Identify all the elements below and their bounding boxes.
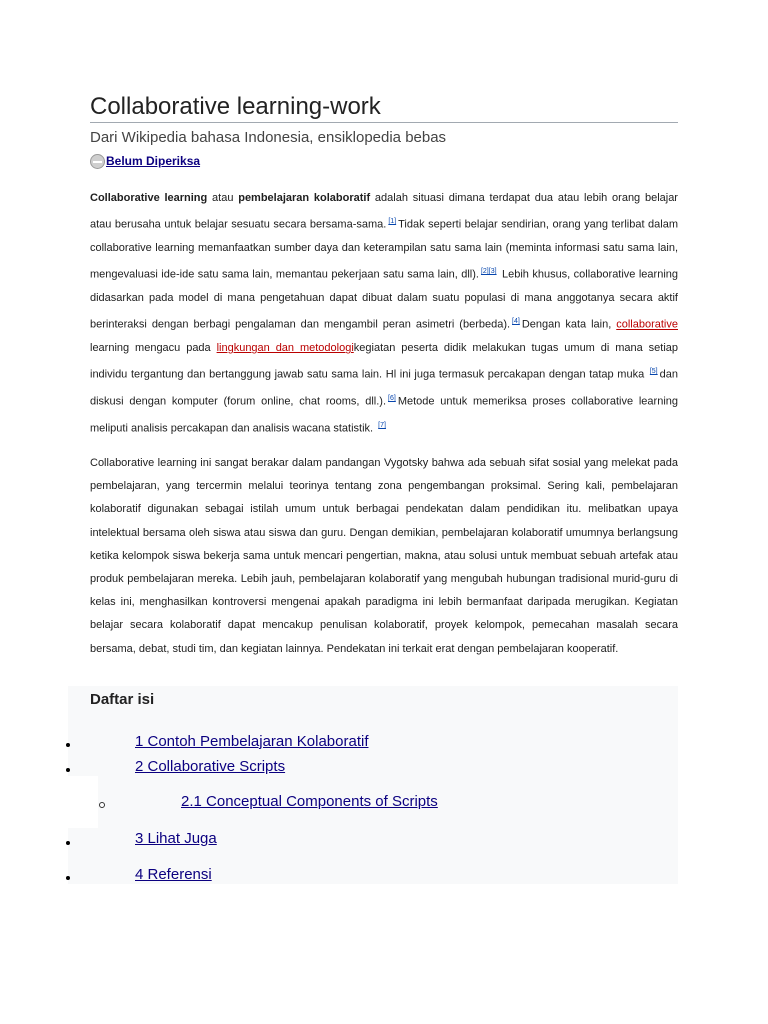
intro-paragraph (90, 187, 678, 441)
table-of-contents (68, 686, 678, 884)
toc-item-referensi[interactable]: 4 Referensi (135, 866, 212, 883)
text-span: dan diskusi dengan komputer (forum online, chat rooms, dll.). (90, 369, 678, 408)
citation-link[interactable]: [1] (388, 218, 397, 226)
citation-link[interactable]: [5] (649, 368, 658, 376)
page-subtitle: Dari Wikipedia bahasa Indonesia, ensiklopedia bebas (90, 129, 447, 146)
review-status-link[interactable]: Belum Diperiksa (106, 154, 201, 168)
text-span: Dengan kata lain, (521, 318, 617, 331)
text-span: Metode untuk memeriksa proses collaborative learning meliputi analisis percakapan dan analisis wacana statistik. (90, 395, 678, 435)
toc-item-contoh[interactable]: 1 Contoh Pembelajaran Kolaboratif (135, 733, 369, 750)
vygotsky-paragraph: Collaborative learning ini sangat berakar dalam pandangan Vygotsky bahwa ada sebuah sifat sosial yang melekat pada pembelajaran, yang tercermin melalui teorinya tentang zona pengembangan proksimal. Sering kali, pembelajaran kolaboratif digunakan sebagai istilah umum untuk berbagai pendekatan dalam pendidikan itu. melibatkan upaya intelektual bersama oleh siswa atau siswa dan guru. Dengan demikian, pembelajaran kolaboratif umumnya berlangsung ketika kelompok siswa bekerja sama untuk mencari pengertian, makna, atau solusi untuk membuat sebuah artefak atau produk pembelajaran mereka. Lebih jauh, pembelajaran kolaboratif yang mengubah hubungan tradisional murid-guru di kelas ini, menghasilkan kontroversi mengenai apakah paradigma ini lebih bermanfaat daripada merugikan. Kegiatan belajar secara kolaboratif dapat mencakup penulisan kolaboratif, proyek kelompok, pemecahan masalah secara bersama, debat, studi tim, dan kegiatan lainnya. Pendekatan ini terkait erat dengan pembelajaran kooperatif. (90, 457, 678, 655)
text-span: adalah situasi dimana terdapat dua atau lebih orang belajar atau berusaha untuk belajar sesuatu secara bersama-sama. (90, 192, 678, 231)
environment-methodology-link[interactable]: lingkungan dan metodologi (216, 342, 354, 355)
text-span: Tidak seperti belajar sendirian, orang yang terlibat dalam collaborative learning memanfaatkan sumber daya dan keterampilan satu sama lain (meminta informasi satu sama lain, mengevaluasi ide-ide satu sama lain, memantau pekerjaan satu sama lain, dll). (90, 218, 678, 281)
bullet-icon (66, 876, 70, 880)
toc-item-lihat-juga[interactable]: 3 Lihat Juga (135, 830, 217, 847)
citation-link[interactable]: [2][3] (480, 268, 497, 276)
toc-title: Daftar isi (90, 691, 155, 708)
review-status (90, 151, 200, 171)
alt-term-bold: pembelajaran kolaboratif (238, 192, 371, 204)
text-span: atau (207, 192, 239, 204)
citation-link[interactable]: [6] (388, 395, 396, 403)
text-span: Lebih khusus, collaborative learning didasarkan pada model di mana pengetahuan dapat dibuat dalam suatu populasi di mana anggotanya secara aktif berinteraksi dengan berbagi pengalaman dan mengambil peran asimetri (berbeda). (90, 268, 678, 331)
citation-link[interactable]: [7] (378, 422, 386, 430)
page-title: Collaborative learning-work (90, 92, 678, 123)
collaborative-link[interactable]: collaborative (616, 318, 678, 331)
citation-link[interactable]: [4] (512, 318, 520, 326)
bullet-icon (66, 841, 70, 845)
term-bold: Collaborative learning (90, 192, 208, 204)
toc-item-collaborative-scripts[interactable]: 2 Collaborative Scripts (135, 758, 286, 775)
bullet-icon (66, 743, 70, 747)
toc-item-conceptual-components[interactable]: 2.1 Conceptual Components of Scripts (181, 793, 438, 810)
hollow-bullet-icon (99, 802, 105, 808)
text-span: learning mengacu pada (90, 342, 217, 355)
bullet-icon (66, 768, 70, 772)
text-span: kegiatan peserta didik melakukan tugas umum di mana setiap individu tergantung dan bertanggung jawab satu sama lain. Hl ini juga termasuk percakapan dengan tatap muka (90, 342, 678, 382)
unreviewed-icon (90, 154, 105, 169)
toc-background-gap (68, 776, 98, 828)
